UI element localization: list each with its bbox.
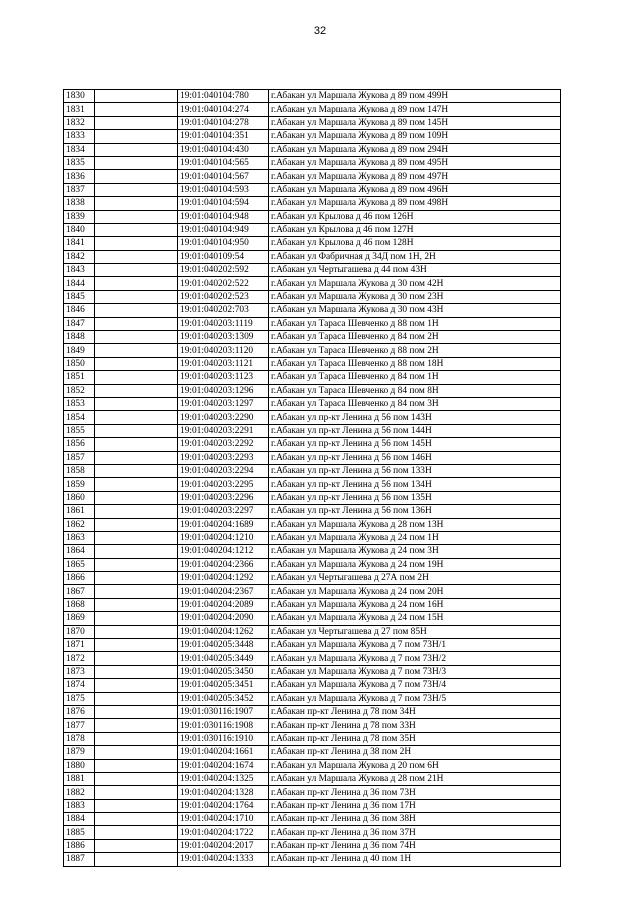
table-row <box>64 679 561 692</box>
row-number-cell: 1876 <box>64 705 95 718</box>
cadastral-number-cell: 19:01:040104:430 <box>178 143 269 156</box>
empty-cell <box>95 505 178 518</box>
cadastral-number-cell: 19:01:040204:2367 <box>178 585 269 598</box>
cadastral-number-cell: 19:01:040203:2290 <box>178 411 269 424</box>
table-row <box>64 786 561 799</box>
address-cell: г.Абакан пр-кт Ленина д 36 пом 38Н <box>269 813 561 826</box>
row-number-cell: 1859 <box>64 478 95 491</box>
empty-cell <box>95 625 178 638</box>
table-row <box>64 585 561 598</box>
cadastral-number-cell: 19:01:040202:523 <box>178 290 269 303</box>
cadastral-number-cell: 19:01:040205:3451 <box>178 679 269 692</box>
empty-cell <box>95 759 178 772</box>
row-number-cell: 1864 <box>64 545 95 558</box>
cadastral-number-cell: 19:01:040205:3450 <box>178 665 269 678</box>
cadastral-number-cell: 19:01:040204:1212 <box>178 545 269 558</box>
address-cell: г.Абакан ул пр-кт Ленина д 56 пом 135Н <box>269 491 561 504</box>
empty-cell <box>95 478 178 491</box>
empty-cell <box>95 317 178 330</box>
table-row <box>64 625 561 638</box>
row-number-cell: 1870 <box>64 625 95 638</box>
table-row <box>64 237 561 250</box>
table-row <box>64 612 561 625</box>
row-number-cell: 1879 <box>64 746 95 759</box>
empty-cell <box>95 746 178 759</box>
cadastral-number-cell: 19:01:040204:1292 <box>178 572 269 585</box>
table-row <box>64 397 561 410</box>
empty-cell <box>95 103 178 116</box>
row-number-cell: 1861 <box>64 505 95 518</box>
table-row <box>64 223 561 236</box>
address-cell: г.Абакан ул Маршала Жукова д 89 пом 496Н <box>269 183 561 196</box>
empty-cell <box>95 143 178 156</box>
address-cell: г.Абакан ул Тараса Шевченко д 88 пом 2Н <box>269 344 561 357</box>
cadastral-number-cell: 19:01:040109:54 <box>178 250 269 263</box>
row-number-cell: 1857 <box>64 451 95 464</box>
row-number-cell: 1858 <box>64 464 95 477</box>
cadastral-number-cell: 19:01:040104:274 <box>178 103 269 116</box>
empty-cell <box>95 518 178 531</box>
table-row <box>64 317 561 330</box>
table-row <box>64 384 561 397</box>
cadastral-number-cell: 19:01:040104:567 <box>178 170 269 183</box>
table-row <box>64 598 561 611</box>
table-row <box>64 170 561 183</box>
table-row <box>64 558 561 571</box>
empty-cell <box>95 371 178 384</box>
row-number-cell: 1843 <box>64 264 95 277</box>
cadastral-number-cell: 19:01:040202:522 <box>178 277 269 290</box>
cadastral-number-cell: 19:01:040203:2292 <box>178 438 269 451</box>
empty-cell <box>95 170 178 183</box>
empty-cell <box>95 813 178 826</box>
cadastral-number-cell: 19:01:040203:2293 <box>178 451 269 464</box>
row-number-cell: 1874 <box>64 679 95 692</box>
row-number-cell: 1842 <box>64 250 95 263</box>
cadastral-number-cell: 19:01:040104:565 <box>178 156 269 169</box>
address-cell: г.Абакан ул Маршала Жукова д 89 пом 495Н <box>269 156 561 169</box>
address-cell: г.Абакан ул Маршала Жукова д 24 пом 19Н <box>269 558 561 571</box>
table-row <box>64 772 561 785</box>
empty-cell <box>95 464 178 477</box>
address-cell: г.Абакан ул Крылова д 46 пом 128Н <box>269 237 561 250</box>
row-number-cell: 1849 <box>64 344 95 357</box>
cadastral-number-cell: 19:01:040203:2296 <box>178 491 269 504</box>
row-number-cell: 1871 <box>64 639 95 652</box>
row-number-cell: 1885 <box>64 826 95 839</box>
address-cell: г.Абакан ул пр-кт Ленина д 56 пом 144Н <box>269 424 561 437</box>
row-number-cell: 1832 <box>64 116 95 129</box>
table-row <box>64 130 561 143</box>
address-cell: г.Абакан ул Маршала Жукова д 30 пом 42Н <box>269 277 561 290</box>
address-cell: г.Абакан ул Маршала Жукова д 24 пом 3Н <box>269 545 561 558</box>
cadastral-number-cell: 19:01:040203:2291 <box>178 424 269 437</box>
empty-cell <box>95 679 178 692</box>
cadastral-number-cell: 19:01:040205:3452 <box>178 692 269 705</box>
cadastral-number-cell: 19:01:040204:1764 <box>178 799 269 812</box>
cadastral-number-cell: 19:01:030116:1908 <box>178 719 269 732</box>
empty-cell <box>95 277 178 290</box>
address-cell: г.Абакан ул Чертыгашева д 27А пом 2Н <box>269 572 561 585</box>
address-cell: г.Абакан ул Маршала Жукова д 89 пом 145Н <box>269 116 561 129</box>
cadastral-number-cell: 19:01:040203:1120 <box>178 344 269 357</box>
empty-cell <box>95 210 178 223</box>
row-number-cell: 1868 <box>64 598 95 611</box>
address-cell: г.Абакан ул Тараса Шевченко д 84 пом 3Н <box>269 397 561 410</box>
cadastral-number-cell: 19:01:040204:1262 <box>178 625 269 638</box>
address-cell: г.Абакан пр-кт Ленина д 36 пом 37Н <box>269 826 561 839</box>
table-row <box>64 518 561 531</box>
cadastral-number-cell: 19:01:040104:593 <box>178 183 269 196</box>
table-row <box>64 813 561 826</box>
row-number-cell: 1886 <box>64 839 95 852</box>
address-cell: г.Абакан ул Тараса Шевченко д 84 пом 8Н <box>269 384 561 397</box>
table-row <box>64 826 561 839</box>
table-row <box>64 411 561 424</box>
address-cell: г.Абакан ул пр-кт Ленина д 56 пом 134Н <box>269 478 561 491</box>
address-cell: г.Абакан ул Маршала Жукова д 24 пом 15Н <box>269 612 561 625</box>
address-cell: г.Абакан ул Крылова д 46 пом 126Н <box>269 210 561 223</box>
cadastral-number-cell: 19:01:030116:1907 <box>178 705 269 718</box>
address-cell: г.Абакан ул Маршала Жукова д 7 пом 73Н/1 <box>269 639 561 652</box>
empty-cell <box>95 531 178 544</box>
cadastral-number-cell: 19:01:040204:1333 <box>178 853 269 866</box>
empty-cell <box>95 90 178 103</box>
empty-cell <box>95 438 178 451</box>
row-number-cell: 1831 <box>64 103 95 116</box>
empty-cell <box>95 344 178 357</box>
table-row <box>64 451 561 464</box>
empty-cell <box>95 237 178 250</box>
empty-cell <box>95 223 178 236</box>
table-row <box>64 639 561 652</box>
registry-table-body <box>64 90 561 867</box>
address-cell: г.Абакан ул Маршала Жукова д 30 пом 43Н <box>269 304 561 317</box>
empty-cell <box>95 357 178 370</box>
cadastral-number-cell: 19:01:040204:2366 <box>178 558 269 571</box>
empty-cell <box>95 156 178 169</box>
address-cell: г.Абакан ул пр-кт Ленина д 56 пом 133Н <box>269 464 561 477</box>
row-number-cell: 1866 <box>64 572 95 585</box>
address-cell: г.Абакан пр-кт Ленина д 78 пом 33Н <box>269 719 561 732</box>
address-cell: г.Абакан ул Маршала Жукова д 7 пом 73Н/5 <box>269 692 561 705</box>
row-number-cell: 1855 <box>64 424 95 437</box>
table-row <box>64 839 561 852</box>
row-number-cell: 1878 <box>64 732 95 745</box>
address-cell: г.Абакан ул Маршала Жукова д 7 пом 73Н/4 <box>269 679 561 692</box>
cadastral-number-cell: 19:01:040204:1674 <box>178 759 269 772</box>
row-number-cell: 1872 <box>64 652 95 665</box>
empty-cell <box>95 612 178 625</box>
cadastral-number-cell: 19:01:040203:1297 <box>178 397 269 410</box>
empty-cell <box>95 558 178 571</box>
table-row <box>64 759 561 772</box>
table-row <box>64 424 561 437</box>
address-cell: г.Абакан ул Чертыгашева д 27 пом 85Н <box>269 625 561 638</box>
row-number-cell: 1862 <box>64 518 95 531</box>
empty-cell <box>95 665 178 678</box>
table-row <box>64 143 561 156</box>
empty-cell <box>95 786 178 799</box>
cadastral-number-cell: 19:01:040203:1123 <box>178 371 269 384</box>
table-row <box>64 799 561 812</box>
cadastral-number-cell: 19:01:040203:2297 <box>178 505 269 518</box>
empty-cell <box>95 572 178 585</box>
address-cell: г.Абакан ул Маршала Жукова д 7 пом 73Н/2 <box>269 652 561 665</box>
row-number-cell: 1867 <box>64 585 95 598</box>
address-cell: г.Абакан ул Маршала Жукова д 28 пом 21Н <box>269 772 561 785</box>
cadastral-number-cell: 19:01:040204:1722 <box>178 826 269 839</box>
address-cell: г.Абакан ул Маршала Жукова д 7 пом 73Н/3 <box>269 665 561 678</box>
row-number-cell: 1844 <box>64 277 95 290</box>
cadastral-number-cell: 19:01:040204:1689 <box>178 518 269 531</box>
address-cell: г.Абакан пр-кт Ленина д 36 пом 17Н <box>269 799 561 812</box>
cadastral-number-cell: 19:01:040104:949 <box>178 223 269 236</box>
table-row <box>64 652 561 665</box>
table-row <box>64 197 561 210</box>
cadastral-number-cell: 19:01:040104:351 <box>178 130 269 143</box>
empty-cell <box>95 264 178 277</box>
empty-cell <box>95 451 178 464</box>
property-registry-table <box>63 89 561 867</box>
empty-cell <box>95 397 178 410</box>
address-cell: г.Абакан ул Тараса Шевченко д 88 пом 18Н <box>269 357 561 370</box>
row-number-cell: 1835 <box>64 156 95 169</box>
address-cell: г.Абакан ул Маршала Жукова д 89 пом 497Н <box>269 170 561 183</box>
table-row <box>64 746 561 759</box>
empty-cell <box>95 652 178 665</box>
table-row <box>64 344 561 357</box>
table-row <box>64 290 561 303</box>
row-number-cell: 1854 <box>64 411 95 424</box>
cadastral-number-cell: 19:01:040203:1119 <box>178 317 269 330</box>
address-cell: г.Абакан ул Фабричная д 34Д пом 1Н, 2Н <box>269 250 561 263</box>
page-number: 32 <box>313 25 327 37</box>
cadastral-number-cell: 19:01:040203:2294 <box>178 464 269 477</box>
table-row <box>64 464 561 477</box>
table-row <box>64 572 561 585</box>
table-row <box>64 304 561 317</box>
row-number-cell: 1845 <box>64 290 95 303</box>
row-number-cell: 1883 <box>64 799 95 812</box>
row-number-cell: 1852 <box>64 384 95 397</box>
table-row <box>64 732 561 745</box>
empty-cell <box>95 772 178 785</box>
empty-cell <box>95 130 178 143</box>
cadastral-number-cell: 19:01:040202:703 <box>178 304 269 317</box>
cadastral-number-cell: 19:01:040104:948 <box>178 210 269 223</box>
address-cell: г.Абакан ул пр-кт Ленина д 56 пом 143Н <box>269 411 561 424</box>
cadastral-number-cell: 19:01:040203:1296 <box>178 384 269 397</box>
cadastral-number-cell: 19:01:040204:1328 <box>178 786 269 799</box>
address-cell: г.Абакан ул пр-кт Ленина д 56 пом 146Н <box>269 451 561 464</box>
cadastral-number-cell: 19:01:040204:2089 <box>178 598 269 611</box>
row-number-cell: 1833 <box>64 130 95 143</box>
table-row <box>64 210 561 223</box>
address-cell: г.Абакан ул пр-кт Ленина д 56 пом 136Н <box>269 505 561 518</box>
address-cell: г.Абакан ул Маршала Жукова д 89 пом 147Н <box>269 103 561 116</box>
table-row <box>64 692 561 705</box>
row-number-cell: 1863 <box>64 531 95 544</box>
row-number-cell: 1853 <box>64 397 95 410</box>
cadastral-number-cell: 19:01:040204:1325 <box>178 772 269 785</box>
row-number-cell: 1848 <box>64 331 95 344</box>
row-number-cell: 1838 <box>64 197 95 210</box>
address-cell: г.Абакан пр-кт Ленина д 78 пом 34Н <box>269 705 561 718</box>
table-row <box>64 505 561 518</box>
empty-cell <box>95 250 178 263</box>
cadastral-number-cell: 19:01:040203:1309 <box>178 331 269 344</box>
empty-cell <box>95 839 178 852</box>
address-cell: г.Абакан ул Маршала Жукова д 89 пом 109Н <box>269 130 561 143</box>
table-row <box>64 264 561 277</box>
cadastral-number-cell: 19:01:040205:3449 <box>178 652 269 665</box>
address-cell: г.Абакан ул Тараса Шевченко д 84 пом 1Н <box>269 371 561 384</box>
empty-cell <box>95 705 178 718</box>
address-cell: г.Абакан ул Маршала Жукова д 89 пом 498Н <box>269 197 561 210</box>
empty-cell <box>95 598 178 611</box>
empty-cell <box>95 545 178 558</box>
row-number-cell: 1839 <box>64 210 95 223</box>
table-row <box>64 103 561 116</box>
empty-cell <box>95 304 178 317</box>
table-row <box>64 665 561 678</box>
address-cell: г.Абакан пр-кт Ленина д 40 пом 1Н <box>269 853 561 866</box>
empty-cell <box>95 290 178 303</box>
empty-cell <box>95 692 178 705</box>
row-number-cell: 1847 <box>64 317 95 330</box>
table-row <box>64 156 561 169</box>
empty-cell <box>95 331 178 344</box>
empty-cell <box>95 732 178 745</box>
empty-cell <box>95 585 178 598</box>
row-number-cell: 1887 <box>64 853 95 866</box>
row-number-cell: 1851 <box>64 371 95 384</box>
address-cell: г.Абакан пр-кт Ленина д 36 пом 73Н <box>269 786 561 799</box>
row-number-cell: 1830 <box>64 90 95 103</box>
cadastral-number-cell: 19:01:040204:1210 <box>178 531 269 544</box>
address-cell: г.Абакан ул Маршала Жукова д 89 пом 294Н <box>269 143 561 156</box>
row-number-cell: 1846 <box>64 304 95 317</box>
row-number-cell: 1841 <box>64 237 95 250</box>
address-cell: г.Абакан ул Крылова д 46 пом 127Н <box>269 223 561 236</box>
empty-cell <box>95 424 178 437</box>
table-row <box>64 331 561 344</box>
address-cell: г.Абакан ул Маршала Жукова д 28 пом 13Н <box>269 518 561 531</box>
empty-cell <box>95 826 178 839</box>
address-cell: г.Абакан ул Маршала Жукова д 30 пом 23Н <box>269 290 561 303</box>
row-number-cell: 1875 <box>64 692 95 705</box>
table-row <box>64 371 561 384</box>
cadastral-number-cell: 19:01:030116:1910 <box>178 732 269 745</box>
row-number-cell: 1877 <box>64 719 95 732</box>
cadastral-number-cell: 19:01:040203:1121 <box>178 357 269 370</box>
address-cell: г.Абакан ул Маршала Жукова д 24 пом 16Н <box>269 598 561 611</box>
cadastral-number-cell: 19:01:040203:2295 <box>178 478 269 491</box>
empty-cell <box>95 384 178 397</box>
cadastral-number-cell: 19:01:040204:2017 <box>178 839 269 852</box>
address-cell: г.Абакан пр-кт Ленина д 78 пом 35Н <box>269 732 561 745</box>
table-row <box>64 705 561 718</box>
row-number-cell: 1882 <box>64 786 95 799</box>
row-number-cell: 1884 <box>64 813 95 826</box>
table-row <box>64 545 561 558</box>
row-number-cell: 1837 <box>64 183 95 196</box>
row-number-cell: 1865 <box>64 558 95 571</box>
table-row <box>64 491 561 504</box>
empty-cell <box>95 183 178 196</box>
cadastral-number-cell: 19:01:040204:1661 <box>178 746 269 759</box>
address-cell: г.Абакан ул Маршала Жукова д 89 пом 499Н <box>269 90 561 103</box>
row-number-cell: 1860 <box>64 491 95 504</box>
cadastral-number-cell: 19:01:040204:1710 <box>178 813 269 826</box>
table-row <box>64 250 561 263</box>
address-cell: г.Абакан ул Тараса Шевченко д 84 пом 2Н <box>269 331 561 344</box>
empty-cell <box>95 853 178 866</box>
empty-cell <box>95 719 178 732</box>
table-row <box>64 438 561 451</box>
cadastral-number-cell: 19:01:040104:594 <box>178 197 269 210</box>
empty-cell <box>95 116 178 129</box>
row-number-cell: 1880 <box>64 759 95 772</box>
row-number-cell: 1873 <box>64 665 95 678</box>
empty-cell <box>95 639 178 652</box>
address-cell: г.Абакан пр-кт Ленина д 36 пом 74Н <box>269 839 561 852</box>
row-number-cell: 1856 <box>64 438 95 451</box>
empty-cell <box>95 197 178 210</box>
cadastral-number-cell: 19:01:040104:278 <box>178 116 269 129</box>
cadastral-number-cell: 19:01:040205:3448 <box>178 639 269 652</box>
address-cell: г.Абакан пр-кт Ленина д 38 пом 2Н <box>269 746 561 759</box>
row-number-cell: 1869 <box>64 612 95 625</box>
table-row <box>64 277 561 290</box>
table-row <box>64 719 561 732</box>
cadastral-number-cell: 19:01:040104:950 <box>178 237 269 250</box>
cadastral-number-cell: 19:01:040204:2090 <box>178 612 269 625</box>
address-cell: г.Абакан ул Маршала Жукова д 24 пом 1Н <box>269 531 561 544</box>
empty-cell <box>95 411 178 424</box>
empty-cell <box>95 491 178 504</box>
address-cell: г.Абакан ул пр-кт Ленина д 56 пом 145Н <box>269 438 561 451</box>
table-row <box>64 183 561 196</box>
address-cell: г.Абакан ул Чертыгашева д 44 пом 43Н <box>269 264 561 277</box>
address-cell: г.Абакан ул Маршала Жукова д 20 пом 6Н <box>269 759 561 772</box>
table-row <box>64 853 561 866</box>
row-number-cell: 1834 <box>64 143 95 156</box>
empty-cell <box>95 799 178 812</box>
row-number-cell: 1840 <box>64 223 95 236</box>
table-row <box>64 478 561 491</box>
cadastral-number-cell: 19:01:040104:780 <box>178 90 269 103</box>
table-row <box>64 531 561 544</box>
address-cell: г.Абакан ул Маршала Жукова д 24 пом 20Н <box>269 585 561 598</box>
cadastral-number-cell: 19:01:040202:592 <box>178 264 269 277</box>
table-row <box>64 357 561 370</box>
table-row <box>64 90 561 103</box>
address-cell: г.Абакан ул Тараса Шевченко д 88 пом 1Н <box>269 317 561 330</box>
row-number-cell: 1850 <box>64 357 95 370</box>
table-row <box>64 116 561 129</box>
row-number-cell: 1836 <box>64 170 95 183</box>
row-number-cell: 1881 <box>64 772 95 785</box>
